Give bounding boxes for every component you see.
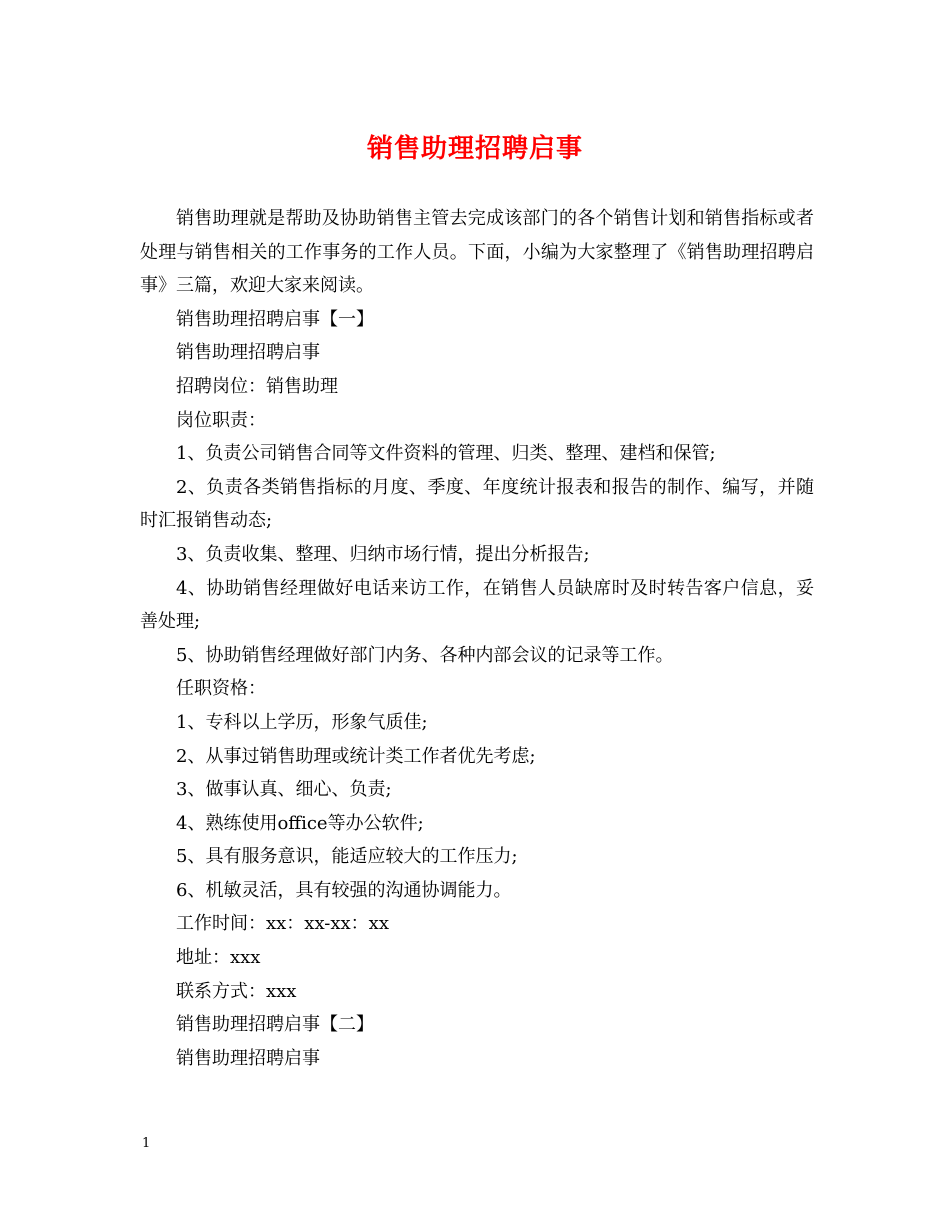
notice-title-one: 销售助理招聘启事 bbox=[176, 342, 320, 364]
notice-title-two: 销售助理招聘启事 bbox=[176, 1047, 320, 1069]
document-body bbox=[140, 202, 814, 1075]
duty-item-4: 4、协助销售经理做好电话来访工作，在销售人员缺席时及时转告客户信息，妥善处理; bbox=[140, 577, 814, 633]
qualification-item-2: 2、从事过销售助理或统计类工作者优先考虑; bbox=[176, 745, 536, 767]
duty-item-3: 3、负责收集、整理、归纳市场行情，提出分析报告; bbox=[176, 543, 590, 565]
section-heading-two: 销售助理招聘启事【二】 bbox=[176, 1014, 374, 1036]
duty-item-1: 1、负责公司销售合同等文件资料的管理、归类、整理、建档和保管; bbox=[176, 443, 716, 465]
qualification-item-5: 5、具有服务意识，能适应较大的工作压力; bbox=[176, 846, 518, 868]
qualification-item-1: 1、专科以上学历，形象气质佳; bbox=[176, 711, 428, 733]
qualification-item-6: 6、机敏灵活，具有较强的沟通协调能力。 bbox=[176, 879, 512, 901]
section-heading-one: 销售助理招聘启事【一】 bbox=[176, 308, 374, 330]
qualification-item-3: 3、做事认真、细心、负责; bbox=[176, 779, 392, 801]
intro-paragraph: 销售助理就是帮助及协助销售主管去完成该部门的各个销售计划和销售指标或者处理与销售相关的工作事务的工作人员。下面，小编为大家整理了《销售助理招聘启事》三篇，欢迎大家来阅读。 bbox=[140, 208, 814, 297]
duty-item-2: 2、负责各类销售指标的月度、季度、年度统计报表和报告的制作、编写，并随时汇报销售动态; bbox=[140, 476, 814, 532]
document-title: 销售助理招聘启事 bbox=[366, 134, 583, 164]
qualifications-heading: 任职资格： bbox=[176, 678, 266, 700]
page-number: 1 bbox=[142, 1136, 151, 1151]
qualification-item-4: 4、熟练使用office等办公软件; bbox=[176, 812, 424, 834]
contact-method: 联系方式：xxx bbox=[176, 980, 297, 1002]
job-position: 招聘岗位：销售助理 bbox=[176, 375, 338, 397]
duty-item-5: 5、协助销售经理做好部门内务、各种内部会议的记录等工作。 bbox=[176, 644, 674, 666]
address: 地址：xxx bbox=[176, 947, 261, 969]
duties-heading: 岗位职责： bbox=[176, 409, 266, 431]
work-hours: 工作时间：xx：xx-xx：xx bbox=[176, 913, 389, 935]
